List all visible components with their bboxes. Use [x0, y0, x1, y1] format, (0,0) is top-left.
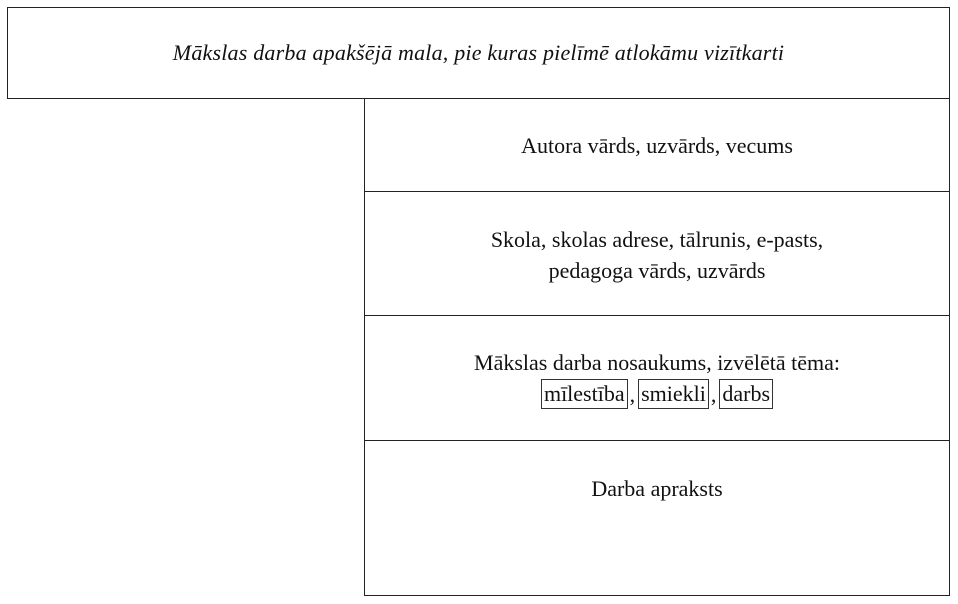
school-label-line1: Skola, skolas adrese, tālrunis, e-pasts, — [490, 227, 824, 252]
business-card-form — [364, 99, 950, 596]
artwork-bottom-edge-box — [7, 7, 950, 99]
theme-separator: , — [629, 381, 636, 407]
description-section — [365, 441, 949, 596]
school-section — [365, 192, 949, 316]
theme-options — [541, 379, 773, 410]
artwork-title-label: Mākslas darba nosaukums, izvēlētā tēma: — [474, 349, 840, 375]
school-label-line2: pedagoga vārds, uzvārds — [548, 258, 766, 283]
author-label: Autora vārds, uzvārds, vecums — [521, 132, 793, 158]
theme-option-laughter[interactable]: smiekli — [638, 379, 709, 409]
theme-option-work[interactable]: darbs — [719, 379, 773, 409]
description-label: Darba apraksts — [591, 476, 723, 501]
theme-option-love[interactable]: mīlestība — [541, 379, 628, 409]
artwork-bottom-edge-label: Mākslas darba apakšējā mala, pie kuras pielīmē atlokāmu vizītkarti — [172, 40, 785, 65]
theme-separator: , — [710, 381, 717, 407]
author-section — [365, 99, 949, 192]
artwork-section — [365, 316, 949, 441]
